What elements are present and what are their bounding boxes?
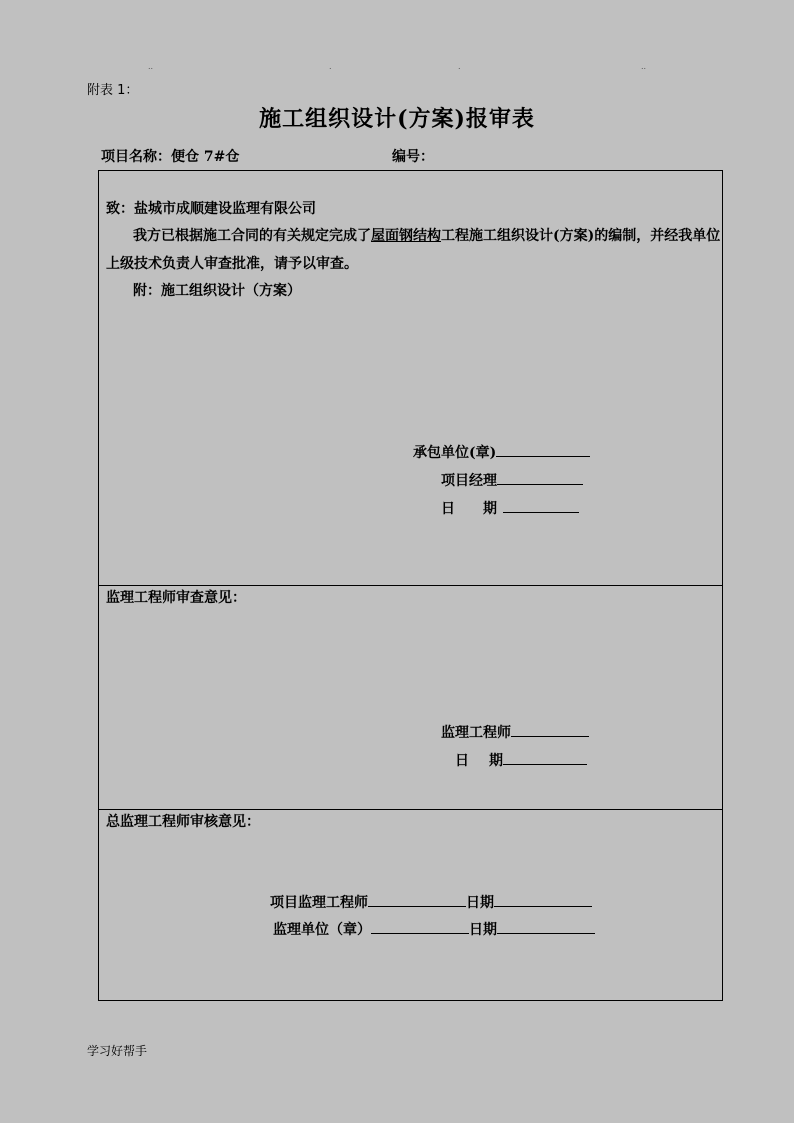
work-scope-name: 屋面钢结构 [371,228,441,244]
body-text: 工程施工组织设计(方案)的编制，并经我单位 [441,228,721,244]
supervision-unit-row [273,919,595,939]
date-blank [503,750,587,765]
date-blank [497,919,595,934]
section-divider [98,585,723,586]
signature-blank [368,892,466,907]
date-row [441,498,579,518]
date-label: 期 [483,501,497,517]
date-label: 日 [455,753,469,769]
date-blank [503,498,579,513]
page-mark: .. [641,62,647,71]
engineer-review-heading: 监理工程师审查意见： [106,590,246,606]
serial-no-label: 编号： [392,149,434,165]
footer-text: 学习好帮手 [87,1044,148,1058]
submission-body-line2: 上级技术负责人审查批准，请予以审查。 [106,256,358,272]
date-label: 日 [441,501,455,517]
form-title: 施工组织设计(方案)报审表 [259,106,535,132]
unit-label: 监理单位（章） [273,922,371,938]
body-text: 我方已根据施工合同的有关规定完成了 [133,228,371,244]
pm-signature-row [441,470,583,490]
signature-blank [371,919,469,934]
date-blank [494,892,592,907]
signature-blank [497,470,583,485]
engineer-date-row [455,750,587,770]
project-name-value: 便仓 7#仓 [171,149,240,165]
date-label: 日期 [469,922,497,938]
contractor-label: 承包单位(章) [413,445,497,461]
chief-review-heading: 总监理工程师审核意见： [106,814,260,830]
project-engineer-label: 项目监理工程师 [270,895,368,911]
signature-blank [496,442,590,457]
engineer-signature-row [441,722,589,742]
page-mark: . [458,62,461,71]
appendix-label: 附表 1： [87,83,139,98]
date-label: 期 [489,753,503,769]
project-name [101,146,239,166]
section-divider [98,809,723,810]
page-mark: .. [148,62,154,71]
date-label: 日期 [466,895,494,911]
signature-blank [511,722,589,737]
pm-label: 项目经理 [441,473,497,489]
engineer-label: 监理工程师 [441,725,511,741]
attachment-note: 附：施工组织设计（方案） [133,283,301,299]
addressee: 致：盐城市成顺建设监理有限公司 [106,201,316,217]
submission-body-line1 [133,225,720,245]
page-mark: . [329,62,332,71]
project-name-label: 项目名称： [101,149,171,165]
project-engineer-row [270,892,592,912]
contractor-signature-row [413,442,590,462]
